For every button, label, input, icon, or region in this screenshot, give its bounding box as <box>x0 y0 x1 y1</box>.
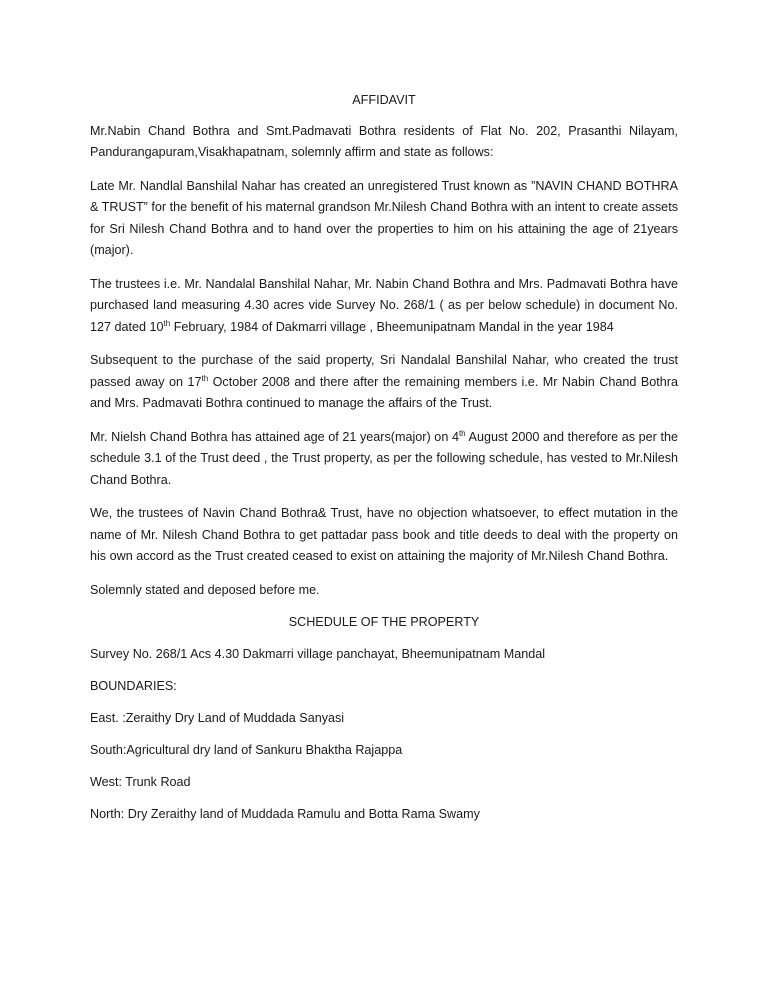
paragraph-deponents: Mr.Nabin Chand Bothra and Smt.Padmavati Bothra residents of Flat No. 202, Prasanthi Nilayam, Pandurangapuram,Visakhapatnam, solemnly affirm and state as follows: <box>90 123 678 159</box>
ordinal-suffix: th <box>458 428 466 438</box>
boundary-west: West: Trunk Road <box>90 774 191 789</box>
affidavit-document <box>90 90 678 836</box>
schedule-heading: SCHEDULE OF THE PROPERTY <box>288 614 480 629</box>
survey-line: Survey No. 268/1 Acs 4.30 Dakmarri village panchayat, Bheemunipatnam Mandal <box>90 646 546 661</box>
boundary-south: South:Agricultural dry land of Sankuru Bhaktha Rajappa <box>90 742 403 757</box>
paragraph-solemnly-stated: Solemnly stated and deposed before me. <box>90 582 320 597</box>
boundaries-heading: BOUNDARIES: <box>90 678 177 693</box>
paragraph-trustee-death-text-a: Subsequent to the purchase of the said property, Sri Nandalal Banshilal Nahar, who created the trust passed away on 17 <box>90 353 678 389</box>
paragraph-trustee-death-text-b: October 2008 and there after the remaining members i.e. Mr Nabin Chand Bothra and Mrs. Padmavati Bothra continued to manage the affairs of the Trust. <box>90 374 678 410</box>
boundary-east: East. :Zeraithy Dry Land of Muddada Sanyasi <box>90 710 345 725</box>
paragraph-land-purchase-text-b: February, 1984 of Dakmarri village , Bheemunipatnam Mandal in the year 1984 <box>170 319 614 334</box>
paragraph-trust-creation: Late Mr. Nandlal Banshilal Nahar has created an unregistered Trust known as ”NAVIN CHAND BOTHRA & TRUST” for the benefit of his maternal grandson Mr.Nilesh Chand Bothra with an intent to create assets for Sri Nilesh Chand Bothra and to hand over the properties to him on his attaining the age of 21years (major). <box>90 178 678 257</box>
boundary-north: North: Dry Zeraithy land of Muddada Ramulu and Botta Rama Swamy <box>90 806 480 821</box>
paragraph-majority-text-a: Mr. Nielsh Chand Bothra has attained age of 21 years(major) on 4 <box>90 429 459 444</box>
paragraph-majority <box>90 427 678 492</box>
paragraph-land-purchase <box>90 274 678 339</box>
paragraph-land-purchase-text-a: The trustees i.e. Mr. Nandalal Banshilal Nahar, Mr. Nabin Chand Bothra and Mrs. Padmavati Bothra have purchased land measuring 4.30 acres vide Survey No. 268/1 ( as per below schedule) in document No. 127 dated 10 <box>90 276 678 334</box>
paragraph-trustee-death <box>90 350 678 415</box>
ordinal-suffix: th <box>163 318 171 328</box>
ordinal-suffix: th <box>201 373 209 383</box>
paragraph-majority-text-b: August 2000 and therefore as per the schedule 3.1 of the Trust deed , the Trust property, as per the following schedule, has vested to Mr.Nilesh Chand Bothra. <box>90 429 678 487</box>
paragraph-no-objection: We, the trustees of Navin Chand Bothra& Trust, have no objection whatsoever, to effect mutation in the name of Mr. Nilesh Chand Bothra to get pattadar pass book and title deeds to deal with the property on his own accord as the Trust created ceased to exist on attaining the majority of Mr.Nilesh Chand Bothra. <box>90 506 678 563</box>
document-title: AFFIDAVIT <box>352 93 416 107</box>
